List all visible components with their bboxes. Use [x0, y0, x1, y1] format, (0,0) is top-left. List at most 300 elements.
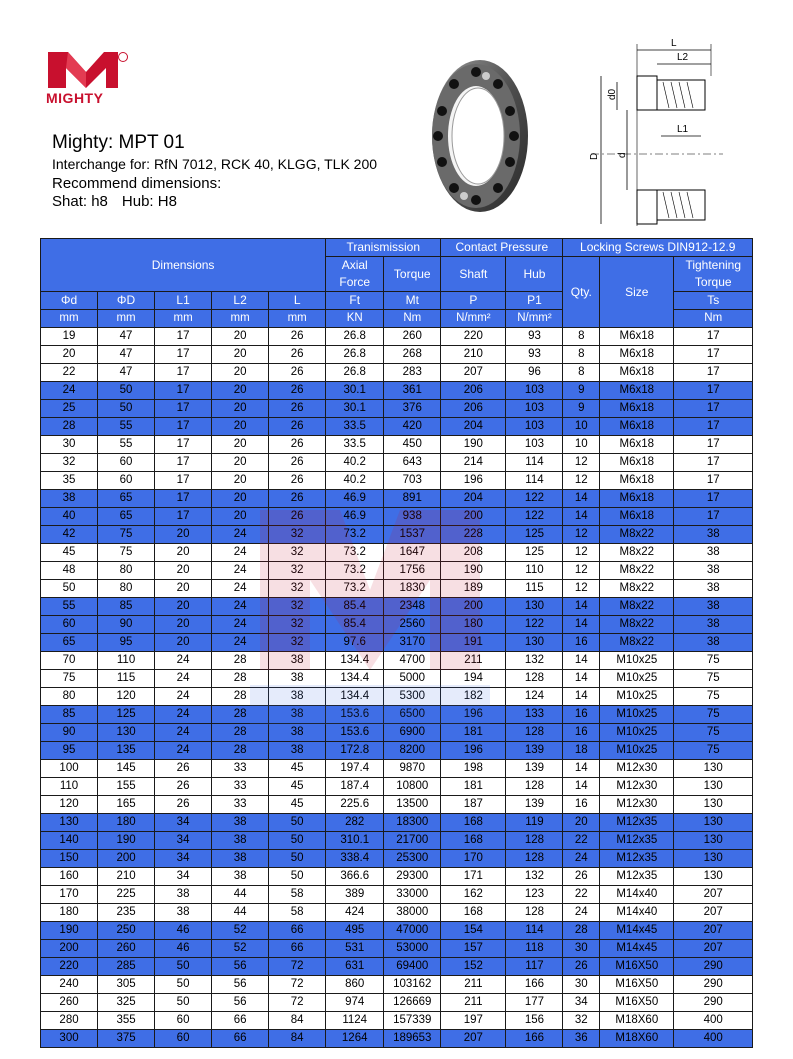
col-hub: Hub [506, 257, 563, 292]
table-row [41, 778, 753, 796]
table-cell: 30.1 [326, 382, 384, 400]
table-cell: 117 [506, 958, 563, 976]
hub-tolerance: Hub: H8 [121, 193, 177, 210]
table-cell: 32 [269, 526, 326, 544]
table-cell: 130 [674, 814, 753, 832]
table-cell: 45 [269, 778, 326, 796]
table-cell: 32 [563, 1012, 600, 1030]
table-cell: 938 [384, 508, 441, 526]
table-cell: 28 [212, 670, 269, 688]
table-cell: 38 [674, 598, 753, 616]
table-row [41, 346, 753, 364]
table-row [41, 742, 753, 760]
table-cell: 190 [98, 832, 155, 850]
table-cell: 20 [155, 634, 212, 652]
table-row [41, 706, 753, 724]
table-cell: 891 [384, 490, 441, 508]
table-cell: 211 [441, 976, 506, 994]
group-transmission: Tranismission [326, 239, 441, 257]
table-cell: 28 [212, 742, 269, 760]
table-cell: 14 [563, 508, 600, 526]
table-row [41, 508, 753, 526]
table-cell: 20 [212, 436, 269, 454]
table-cell: 73.2 [326, 580, 384, 598]
table-cell: 24 [155, 742, 212, 760]
table-cell: 531 [326, 940, 384, 958]
table-cell: 122 [506, 508, 563, 526]
table-cell: 17 [155, 346, 212, 364]
table-cell: 50 [155, 994, 212, 1012]
table-cell: 20 [212, 400, 269, 418]
table-cell: M8x22 [600, 562, 674, 580]
table-cell: 424 [326, 904, 384, 922]
locking-assembly-icon [424, 56, 532, 216]
table-cell: 26 [269, 454, 326, 472]
table-cell: 52 [212, 922, 269, 940]
table-cell: 8 [563, 328, 600, 346]
table-cell: 128 [506, 832, 563, 850]
table-cell: 26 [269, 346, 326, 364]
table-cell: 25300 [384, 850, 441, 868]
table-cell: 366.6 [326, 868, 384, 886]
table-cell: 69400 [384, 958, 441, 976]
table-cell: 14 [563, 652, 600, 670]
table-cell: 5300 [384, 688, 441, 706]
table-cell: 44 [212, 886, 269, 904]
table-cell: 50 [155, 976, 212, 994]
table-cell: 196 [441, 742, 506, 760]
table-cell: 30 [563, 976, 600, 994]
table-cell: 17 [155, 454, 212, 472]
table-cell: 204 [441, 418, 506, 436]
table-cell: 160 [41, 868, 98, 886]
table-cell: 5000 [384, 670, 441, 688]
table-cell: 153.6 [326, 706, 384, 724]
table-cell: 38 [269, 724, 326, 742]
table-cell: 38 [674, 580, 753, 598]
table-cell: 52 [212, 940, 269, 958]
table-cell: 90 [98, 616, 155, 634]
table-cell: M10x25 [600, 670, 674, 688]
table-cell: M14x40 [600, 886, 674, 904]
table-cell: 228 [441, 526, 506, 544]
table-row [41, 472, 753, 490]
table-cell: 187 [441, 796, 506, 814]
table-row [41, 868, 753, 886]
technical-drawing [583, 36, 728, 232]
table-cell: 128 [506, 724, 563, 742]
table-cell: M12x35 [600, 868, 674, 886]
table-cell: 25 [41, 400, 98, 418]
table-cell: 90 [41, 724, 98, 742]
table-cell: M10x25 [600, 652, 674, 670]
table-cell: 153.6 [326, 724, 384, 742]
table-cell: 225.6 [326, 796, 384, 814]
table-cell: 140 [41, 832, 98, 850]
table-cell: 66 [269, 922, 326, 940]
table-cell: 115 [98, 670, 155, 688]
table-cell: 36 [563, 1030, 600, 1048]
table-cell: 12 [563, 526, 600, 544]
table-cell: 19 [41, 328, 98, 346]
table-cell: 10 [563, 436, 600, 454]
table-cell: 55 [41, 598, 98, 616]
unit-cell: N/mm² [506, 310, 563, 328]
table-cell: 17 [155, 436, 212, 454]
table-cell: 103162 [384, 976, 441, 994]
table-cell: 187.4 [326, 778, 384, 796]
unit-cell: mm [269, 310, 326, 328]
table-cell: 16 [563, 796, 600, 814]
table-cell: 75 [674, 670, 753, 688]
unit-cell: mm [155, 310, 212, 328]
table-cell: 72 [269, 958, 326, 976]
table-cell: 10800 [384, 778, 441, 796]
table-cell: 38 [269, 706, 326, 724]
table-cell: 38 [269, 742, 326, 760]
table-cell: 46.9 [326, 508, 384, 526]
table-cell: 28 [212, 688, 269, 706]
table-row [41, 688, 753, 706]
table-cell: M18X60 [600, 1030, 674, 1048]
table-cell: 206 [441, 382, 506, 400]
table-cell: 20 [212, 472, 269, 490]
table-cell: 48 [41, 562, 98, 580]
table-cell: 225 [98, 886, 155, 904]
table-cell: 26 [269, 436, 326, 454]
table-cell: 55 [98, 418, 155, 436]
table-cell: 130 [674, 796, 753, 814]
table-cell: 38 [674, 616, 753, 634]
table-row [41, 958, 753, 976]
group-contact-pressure: Contact Pressure [441, 239, 563, 257]
table-cell: 73.2 [326, 544, 384, 562]
table-cell: 65 [41, 634, 98, 652]
dim-L-label: L [671, 38, 677, 49]
table-cell: 150 [41, 850, 98, 868]
table-cell: 1756 [384, 562, 441, 580]
table-cell: 17 [155, 508, 212, 526]
table-cell: 38 [155, 904, 212, 922]
table-cell: M18X60 [600, 1012, 674, 1030]
table-cell: 32 [41, 454, 98, 472]
page-title: Mighty: MPT 01 [52, 132, 185, 153]
interchange-text: Interchange for: RfN 7012, RCK 40, KLGG, TLK 200 [52, 156, 378, 172]
unit-cell: Nm [384, 310, 441, 328]
table-cell: 34 [563, 994, 600, 1012]
table-cell: 210 [98, 868, 155, 886]
table-cell: 95 [41, 742, 98, 760]
table-cell: 130 [674, 868, 753, 886]
table-cell: 290 [674, 958, 753, 976]
table-cell: 20 [212, 364, 269, 382]
table-cell: M10x25 [600, 742, 674, 760]
table-cell: 118 [506, 940, 563, 958]
table-cell: 14 [563, 778, 600, 796]
table-cell: 139 [506, 742, 563, 760]
table-cell: 2560 [384, 616, 441, 634]
table-cell: 47 [98, 328, 155, 346]
table-cell: 17 [155, 418, 212, 436]
table-cell: 103 [506, 382, 563, 400]
table-cell: 97.6 [326, 634, 384, 652]
table-cell: 33 [212, 796, 269, 814]
col-axial-force: Axial Force [326, 257, 384, 292]
table-cell: 28 [212, 706, 269, 724]
table-cell: 95 [98, 634, 155, 652]
table-cell: 38 [212, 850, 269, 868]
table-cell: M12x35 [600, 850, 674, 868]
table-cell: 56 [212, 976, 269, 994]
table-cell: 75 [674, 652, 753, 670]
tolerance-text [52, 193, 177, 210]
table-cell: 50 [98, 400, 155, 418]
table-cell: 120 [41, 796, 98, 814]
table-cell: 130 [674, 850, 753, 868]
table-cell: 130 [674, 778, 753, 796]
table-cell: 38 [269, 688, 326, 706]
table-cell: 14 [563, 490, 600, 508]
table-cell: 55 [98, 436, 155, 454]
table-cell: 60 [155, 1030, 212, 1048]
table-cell: 58 [269, 886, 326, 904]
table-cell: 200 [98, 850, 155, 868]
table-cell: 18300 [384, 814, 441, 832]
table-cell: M10x25 [600, 724, 674, 742]
table-cell: 124 [506, 688, 563, 706]
table-cell: 155 [98, 778, 155, 796]
table-cell: 10 [563, 418, 600, 436]
table-row [41, 940, 753, 958]
table-cell: 14 [563, 616, 600, 634]
table-cell: 285 [98, 958, 155, 976]
table-cell: 32 [269, 616, 326, 634]
table-cell: 210 [441, 346, 506, 364]
table-cell: 189653 [384, 1030, 441, 1048]
table-cell: 47 [98, 346, 155, 364]
table-cell: 180 [441, 616, 506, 634]
table-cell: 189 [441, 580, 506, 598]
table-cell: 32 [269, 580, 326, 598]
table-cell: 207 [674, 940, 753, 958]
table-cell: 204 [441, 490, 506, 508]
table-cell: 103 [506, 400, 563, 418]
table-cell: 24 [41, 382, 98, 400]
table-cell: 208 [441, 544, 506, 562]
table-cell: 17 [674, 400, 753, 418]
table-cell: 24 [212, 634, 269, 652]
unit-cell: mm [212, 310, 269, 328]
table-cell: 196 [441, 706, 506, 724]
table-cell: 130 [98, 724, 155, 742]
table-cell: 8200 [384, 742, 441, 760]
table-cell: M8x22 [600, 616, 674, 634]
table-cell: 282 [326, 814, 384, 832]
symbol-cell: P1 [506, 292, 563, 310]
table-cell: 38 [212, 814, 269, 832]
table-cell: 26 [155, 796, 212, 814]
table-cell: 20 [155, 598, 212, 616]
table-cell: 75 [674, 742, 753, 760]
table-row [41, 814, 753, 832]
table-cell: 50 [269, 814, 326, 832]
dim-D-label: D [589, 152, 600, 160]
table-row [41, 670, 753, 688]
spec-table-body [41, 328, 753, 1048]
table-row [41, 400, 753, 418]
table-cell: 206 [441, 400, 506, 418]
table-cell: 8 [563, 346, 600, 364]
table-cell: 84 [269, 1012, 326, 1030]
group-locking-screws: Locking Screws DIN912-12.9 [563, 239, 753, 257]
table-cell: 157339 [384, 1012, 441, 1030]
table-cell: 130 [506, 598, 563, 616]
table-cell: 75 [98, 526, 155, 544]
table-row [41, 436, 753, 454]
table-cell: 260 [384, 328, 441, 346]
table-cell: 200 [441, 508, 506, 526]
table-cell: 114 [506, 454, 563, 472]
table-row [41, 634, 753, 652]
table-cell: 65 [98, 508, 155, 526]
table-cell: 17 [155, 328, 212, 346]
table-cell: 207 [441, 364, 506, 382]
table-row [41, 1012, 753, 1030]
table-row [41, 526, 753, 544]
table-cell: 260 [41, 994, 98, 1012]
table-cell: 18 [563, 742, 600, 760]
table-cell: 26 [269, 328, 326, 346]
table-cell: 66 [212, 1030, 269, 1048]
table-cell: 207 [674, 904, 753, 922]
table-cell: 40.2 [326, 454, 384, 472]
table-cell: 17 [674, 418, 753, 436]
table-cell: 21700 [384, 832, 441, 850]
table-cell: 200 [441, 598, 506, 616]
table-row [41, 922, 753, 940]
table-cell: 26 [269, 382, 326, 400]
table-cell: 34 [155, 832, 212, 850]
table-cell: 860 [326, 976, 384, 994]
table-row [41, 598, 753, 616]
table-cell: 450 [384, 436, 441, 454]
table-cell: 154 [441, 922, 506, 940]
table-cell: 24 [212, 598, 269, 616]
table-cell: 168 [441, 832, 506, 850]
table-cell: 130 [674, 832, 753, 850]
table-cell: 17 [674, 454, 753, 472]
table-row [41, 994, 753, 1012]
table-cell: 128 [506, 670, 563, 688]
table-cell: 177 [506, 994, 563, 1012]
col-tightening-torque: Tightening Torque [674, 257, 753, 292]
table-cell: M6x18 [600, 346, 674, 364]
table-cell: M6x18 [600, 400, 674, 418]
table-cell: 114 [506, 472, 563, 490]
table-cell: 17 [674, 328, 753, 346]
table-row [41, 976, 753, 994]
table-cell: M10x25 [600, 706, 674, 724]
table-cell: 28 [212, 724, 269, 742]
table-cell: M12x35 [600, 814, 674, 832]
table-cell: 46.9 [326, 490, 384, 508]
table-cell: 85.4 [326, 598, 384, 616]
table-cell: 400 [674, 1030, 753, 1048]
table-cell: M6x18 [600, 508, 674, 526]
table-cell: 29300 [384, 868, 441, 886]
table-cell: 420 [384, 418, 441, 436]
table-cell: 240 [41, 976, 98, 994]
table-cell: 128 [506, 904, 563, 922]
table-cell: 38000 [384, 904, 441, 922]
table-cell: 56 [212, 958, 269, 976]
table-cell: 45 [269, 796, 326, 814]
table-cell: 355 [98, 1012, 155, 1030]
table-cell: 32 [269, 634, 326, 652]
table-cell: 33 [212, 760, 269, 778]
table-cell: 26 [563, 868, 600, 886]
table-row [41, 1030, 753, 1048]
group-dimensions: Dimensions [41, 239, 326, 292]
table-cell: M12x30 [600, 796, 674, 814]
table-row [41, 580, 753, 598]
table-cell: 1537 [384, 526, 441, 544]
table-cell: 180 [41, 904, 98, 922]
table-cell: 197.4 [326, 760, 384, 778]
table-cell: 4700 [384, 652, 441, 670]
table-cell: 26 [269, 490, 326, 508]
table-cell: M6x18 [600, 436, 674, 454]
table-cell: M6x18 [600, 490, 674, 508]
table-cell: 38 [674, 544, 753, 562]
table-cell: 20 [212, 328, 269, 346]
table-row [41, 382, 753, 400]
table-cell: 290 [674, 976, 753, 994]
table-cell: 6900 [384, 724, 441, 742]
table-row [41, 454, 753, 472]
table-cell: 20 [212, 382, 269, 400]
table-cell: 130 [506, 634, 563, 652]
table-cell: 8 [563, 364, 600, 382]
table-cell: 128 [506, 850, 563, 868]
table-cell: 75 [674, 688, 753, 706]
table-cell: 17 [155, 400, 212, 418]
table-cell: 20 [155, 544, 212, 562]
table-cell: 33 [212, 778, 269, 796]
table-cell: 16 [563, 724, 600, 742]
table-cell: 20 [212, 346, 269, 364]
table-cell: 70 [41, 652, 98, 670]
table-cell: 26.8 [326, 364, 384, 382]
table-cell: 20 [212, 454, 269, 472]
table-cell: 24 [155, 688, 212, 706]
table-cell: 268 [384, 346, 441, 364]
table-cell: 33.5 [326, 418, 384, 436]
table-cell: 38 [41, 490, 98, 508]
table-cell: 133 [506, 706, 563, 724]
table-cell: 72 [269, 994, 326, 1012]
table-cell: 26 [269, 400, 326, 418]
table-cell: 60 [41, 616, 98, 634]
table-cell: 24 [212, 526, 269, 544]
table-cell: 60 [98, 454, 155, 472]
table-cell: 310.1 [326, 832, 384, 850]
table-cell: 2348 [384, 598, 441, 616]
table-cell: 50 [269, 850, 326, 868]
table-cell: M8x22 [600, 526, 674, 544]
table-cell: 130 [674, 760, 753, 778]
dim-d-label: d [617, 152, 628, 158]
